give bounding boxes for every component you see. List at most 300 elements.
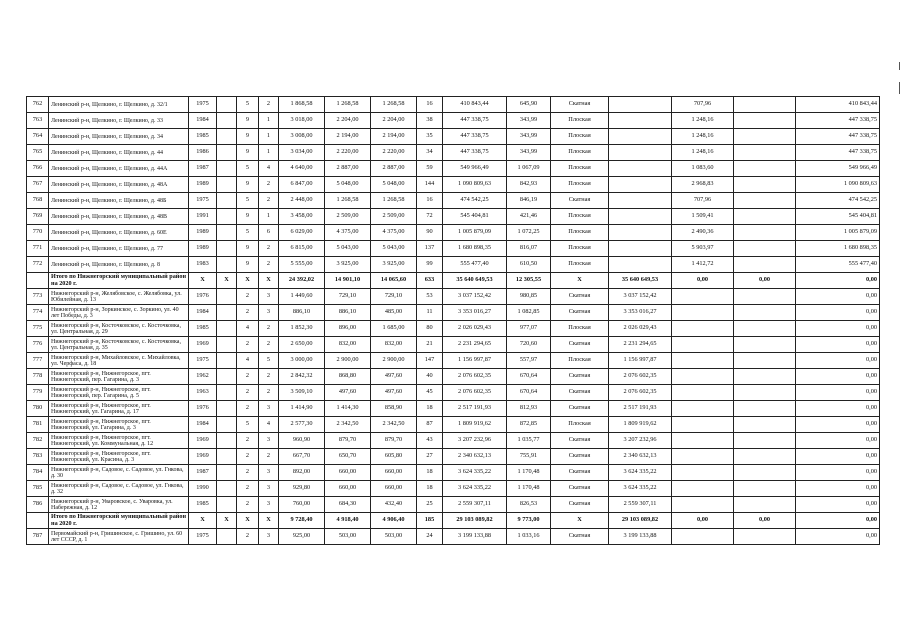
cell-area: 3 509,10 [279, 385, 325, 401]
cell-addr: Нижнегорский р-н, Нижнегорское, пгт. Нижнегорский, ул. Красина, д. 3 [49, 449, 189, 465]
cell-unit: 343,99 [507, 145, 551, 161]
cell-res: 27 [417, 449, 443, 465]
cell-f3: 0,00 [734, 513, 796, 529]
cell-a3: 2 204,00 [371, 113, 417, 129]
cell-a3: 2 342,50 [371, 417, 417, 433]
cell-addr: Нижнегорский р-н, Косточковское, с. Косточковка, ул. Центральная, д. 29 [49, 321, 189, 337]
table-row [27, 113, 880, 129]
cell-a3: 858,90 [371, 401, 417, 417]
cell-roof: Скатная [551, 369, 609, 385]
cell-addr: Нижнегорский р-н, Желябовское, с. Желябовка, ул. Юбилейная, д. 13 [49, 289, 189, 305]
cell-n [27, 513, 49, 529]
cell-cost: 447 338,75 [443, 113, 507, 129]
cell-f2: 2 490,36 [672, 225, 734, 241]
cell-addr: Нижнегорский р-н, Зоркинское, с. Зоркино, ул. 40 лет Победы, д. 3 [49, 305, 189, 321]
cell-f4: 0,00 [796, 305, 880, 321]
cell-res: 185 [417, 513, 443, 529]
table-row [27, 385, 880, 401]
cell-a2: 729,10 [325, 289, 371, 305]
cell-cost: 2 559 307,11 [443, 497, 507, 513]
cell-f4: 555 477,40 [796, 257, 880, 273]
cell-f2 [672, 401, 734, 417]
cell-entr: 6 [259, 225, 279, 241]
cell-a3: 879,70 [371, 433, 417, 449]
cell-unit: 842,93 [507, 177, 551, 193]
cell-area: 2 448,00 [279, 193, 325, 209]
cell-n: 764 [27, 129, 49, 145]
cell-f4: 0,00 [796, 401, 880, 417]
cell-year: 1984 [189, 113, 217, 129]
cell-cost: 3 199 133,88 [443, 529, 507, 545]
cell-unit: 720,60 [507, 337, 551, 353]
cell-area: 2 842,32 [279, 369, 325, 385]
cell-f4: 0,00 [796, 497, 880, 513]
cell-c4 [217, 305, 237, 321]
cell-floors: 2 [237, 369, 259, 385]
cell-roof: Плоская [551, 177, 609, 193]
cell-a3: 497,60 [371, 369, 417, 385]
cell-f3 [734, 385, 796, 401]
cell-year: 1983 [189, 257, 217, 273]
cell-floors: 9 [237, 177, 259, 193]
cell-entr: X [259, 273, 279, 289]
cell-f4: 549 966,49 [796, 161, 880, 177]
cell-unit: 1 035,77 [507, 433, 551, 449]
cell-res: 38 [417, 113, 443, 129]
cell-cost: 2 026 029,43 [443, 321, 507, 337]
cell-unit: 1 170,48 [507, 465, 551, 481]
table-row [27, 193, 880, 209]
cell-addr: Нижнегорский р-н, Нижнегорское, пгт. Нижнегорский, ул. Гагарина, д. 3 [49, 417, 189, 433]
cell-area: 1 868,58 [279, 97, 325, 113]
cell-f4: 0,00 [796, 417, 880, 433]
cell-area: 5 555,00 [279, 257, 325, 273]
cell-a2: 1 268,58 [325, 193, 371, 209]
cell-f3 [734, 257, 796, 273]
cell-res: 43 [417, 433, 443, 449]
cell-n: 771 [27, 241, 49, 257]
cell-a2: 832,00 [325, 337, 371, 353]
cell-c4 [217, 385, 237, 401]
cell-f4: 545 404,81 [796, 209, 880, 225]
table-row [27, 321, 880, 337]
cell-a2: 2 509,00 [325, 209, 371, 225]
cell-floors: X [237, 273, 259, 289]
cell-area: 886,10 [279, 305, 325, 321]
cell-floors: 2 [237, 385, 259, 401]
cell-area: 667,70 [279, 449, 325, 465]
cell-roof: Плоская [551, 129, 609, 145]
cell-c4 [217, 161, 237, 177]
cell-f2 [672, 449, 734, 465]
cell-area: 960,90 [279, 433, 325, 449]
cell-f4: 0,00 [796, 273, 880, 289]
cell-res: 633 [417, 273, 443, 289]
cell-unit: 755,91 [507, 449, 551, 465]
cell-a3: 485,00 [371, 305, 417, 321]
table-row [27, 225, 880, 241]
cell-f1 [609, 257, 672, 273]
cell-area: 1 414,90 [279, 401, 325, 417]
table-row [27, 369, 880, 385]
cell-f3 [734, 225, 796, 241]
cell-a3: 2 194,00 [371, 129, 417, 145]
cell-a2: 5 048,00 [325, 177, 371, 193]
cell-n: 784 [27, 465, 49, 481]
cell-f3 [734, 145, 796, 161]
cell-a2: 1 414,30 [325, 401, 371, 417]
table-row [27, 497, 880, 513]
cell-f4: 474 542,25 [796, 193, 880, 209]
cell-floors: 2 [237, 529, 259, 545]
cell-c4 [217, 241, 237, 257]
cell-addr: Нижнегорский р-н, Косточковское, с. Косточковка, ул. Центральная, д. 35 [49, 337, 189, 353]
cell-addr: Нижнегорский р-н, Михайловское, с. Михайловка, ул. Черфаса, д. 18 [49, 353, 189, 369]
cell-roof: Скатная [551, 337, 609, 353]
cell-f1 [609, 145, 672, 161]
cell-f3 [734, 449, 796, 465]
cell-entr: 2 [259, 449, 279, 465]
cell-entr: 3 [259, 289, 279, 305]
cell-f2: 1 412,72 [672, 257, 734, 273]
cell-n: 777 [27, 353, 49, 369]
cell-addr: Ленинский р-н, Щелкино, г. Щелкино, д. 44 [49, 145, 189, 161]
cell-entr: 2 [259, 177, 279, 193]
cell-res: 144 [417, 177, 443, 193]
cell-addr: Ленинский р-н, Щелкино, г. Щелкино, д. 32/1 [49, 97, 189, 113]
cell-f3 [734, 289, 796, 305]
cell-n: 778 [27, 369, 49, 385]
cell-n: 785 [27, 481, 49, 497]
cell-unit: 670,64 [507, 369, 551, 385]
cell-entr: 4 [259, 417, 279, 433]
cell-floors: 5 [237, 417, 259, 433]
cell-a2: 2 342,50 [325, 417, 371, 433]
cell-cost: 1 680 898,35 [443, 241, 507, 257]
cell-c4 [217, 129, 237, 145]
cell-cost: 2 076 602,35 [443, 369, 507, 385]
cell-f1 [609, 177, 672, 193]
cell-unit: 343,99 [507, 113, 551, 129]
cell-res: 25 [417, 497, 443, 513]
cell-cost: 2 076 602,35 [443, 385, 507, 401]
cell-entr: 2 [259, 97, 279, 113]
cell-c4 [217, 97, 237, 113]
cell-res: 53 [417, 289, 443, 305]
cell-addr: Ленинский р-н, Щелкино, г. Щелкино, д. 33 [49, 113, 189, 129]
cell-floors: 4 [237, 321, 259, 337]
cell-year: 1989 [189, 177, 217, 193]
cell-f2: 1 248,16 [672, 145, 734, 161]
cell-roof: X [551, 273, 609, 289]
cell-f2: 1 509,41 [672, 209, 734, 225]
cell-year: 1976 [189, 289, 217, 305]
table-row [27, 337, 880, 353]
cell-f4: 0,00 [796, 465, 880, 481]
table-row [27, 177, 880, 193]
cell-entr: 3 [259, 497, 279, 513]
cell-c4 [217, 449, 237, 465]
cell-cost: 3 624 335,22 [443, 481, 507, 497]
cell-f2 [672, 337, 734, 353]
cell-a2: 14 901,10 [325, 273, 371, 289]
cell-floors: X [237, 513, 259, 529]
cell-f3 [734, 497, 796, 513]
cell-year: 1984 [189, 305, 217, 321]
cell-area: 929,80 [279, 481, 325, 497]
cell-addr: Ленинский р-н, Щелкино, г. Щелкино, д. 44А [49, 161, 189, 177]
cell-floors: 2 [237, 481, 259, 497]
cell-year: 1987 [189, 465, 217, 481]
cell-unit: 645,90 [507, 97, 551, 113]
cell-area: 892,00 [279, 465, 325, 481]
cell-entr: 3 [259, 305, 279, 321]
cell-f1 [609, 129, 672, 145]
cell-floors: 2 [237, 465, 259, 481]
cell-n [27, 273, 49, 289]
cell-c4 [217, 497, 237, 513]
cell-unit: 12 305,55 [507, 273, 551, 289]
cell-year: 1975 [189, 193, 217, 209]
cell-res: 59 [417, 161, 443, 177]
cell-cost: 3 353 016,27 [443, 305, 507, 321]
cell-res: 72 [417, 209, 443, 225]
housing-registry-table [26, 96, 880, 545]
cell-roof: Плоская [551, 145, 609, 161]
cell-cost: 3 624 335,22 [443, 465, 507, 481]
cell-addr: Нижнегорский р-н, Садовое, с. Садовое, ул. Гнкова, д. 32 [49, 481, 189, 497]
table-row [27, 433, 880, 449]
cell-f2: 2 968,83 [672, 177, 734, 193]
cell-roof: Плоская [551, 241, 609, 257]
cell-floors: 2 [237, 497, 259, 513]
cell-f3 [734, 401, 796, 417]
cell-entr: 2 [259, 193, 279, 209]
cell-cost: 3 207 232,96 [443, 433, 507, 449]
cell-n: 786 [27, 497, 49, 513]
cell-f4: 410 843,44 [796, 97, 880, 113]
cell-c4: X [217, 513, 237, 529]
cell-floors: 9 [237, 209, 259, 225]
cell-a3: 1 685,00 [371, 321, 417, 337]
cell-unit: 9 773,00 [507, 513, 551, 529]
cell-roof: Скатная [551, 529, 609, 545]
cell-year: 1976 [189, 401, 217, 417]
cell-f2 [672, 369, 734, 385]
cell-year: 1963 [189, 385, 217, 401]
cell-f1 [609, 97, 672, 113]
cell-addr: Нижнегорский р-н, Уваровское, с. Уваровка, ул. Набережная, д. 12 [49, 497, 189, 513]
cell-unit: 1 072,25 [507, 225, 551, 241]
cell-unit: 980,85 [507, 289, 551, 305]
table-row [27, 417, 880, 433]
cell-n: 768 [27, 193, 49, 209]
cell-res: 21 [417, 337, 443, 353]
cell-floors: 2 [237, 289, 259, 305]
cell-n: 780 [27, 401, 49, 417]
cell-entr: 2 [259, 385, 279, 401]
cell-addr: Итого по Нижнегорский муниципальный район на 2020 г. [49, 273, 189, 289]
cell-a2: 879,70 [325, 433, 371, 449]
cell-f3 [734, 337, 796, 353]
cell-entr: 5 [259, 353, 279, 369]
cell-roof: Плоская [551, 161, 609, 177]
cell-f1: 2 231 294,65 [609, 337, 672, 353]
cell-addr: Ленинский р-н, Щелкино, г. Щелкино, д. 8 [49, 257, 189, 273]
cell-f3 [734, 209, 796, 225]
cell-c4 [217, 257, 237, 273]
table-row [27, 481, 880, 497]
cell-c4 [217, 417, 237, 433]
cell-f1: 2 026 029,43 [609, 321, 672, 337]
cell-a2: 868,80 [325, 369, 371, 385]
cell-a2: 3 925,00 [325, 257, 371, 273]
table-row [27, 449, 880, 465]
cell-res: 87 [417, 417, 443, 433]
registry-sheet [26, 96, 880, 545]
cell-f2: 1 248,16 [672, 113, 734, 129]
cell-a2: 660,00 [325, 465, 371, 481]
cell-res: 34 [417, 145, 443, 161]
cell-f4: 0,00 [796, 321, 880, 337]
cell-f3 [734, 193, 796, 209]
cell-area: 4 640,00 [279, 161, 325, 177]
cell-f1 [609, 113, 672, 129]
cell-entr: 3 [259, 401, 279, 417]
cell-f1: 3 199 133,88 [609, 529, 672, 545]
cell-area: 9 728,40 [279, 513, 325, 529]
cell-a3: 503,00 [371, 529, 417, 545]
cell-entr: 3 [259, 433, 279, 449]
cell-f1: 1 809 919,62 [609, 417, 672, 433]
cell-a2: 684,30 [325, 497, 371, 513]
cell-unit: 1 082,85 [507, 305, 551, 321]
cell-entr: 3 [259, 481, 279, 497]
cell-floors: 5 [237, 193, 259, 209]
cell-year: 1975 [189, 529, 217, 545]
cell-a2: 4 375,00 [325, 225, 371, 241]
table-row [27, 145, 880, 161]
cell-year: 1990 [189, 481, 217, 497]
cell-a3: 4 906,40 [371, 513, 417, 529]
cell-f1: 29 103 089,82 [609, 513, 672, 529]
cell-f1 [609, 193, 672, 209]
cell-roof: Скатная [551, 385, 609, 401]
cell-cost: 447 338,75 [443, 145, 507, 161]
cell-a3: 4 375,00 [371, 225, 417, 241]
cell-floors: 9 [237, 129, 259, 145]
cell-a2: 650,70 [325, 449, 371, 465]
cell-f1: 2 076 602,35 [609, 385, 672, 401]
table-row [27, 209, 880, 225]
cell-cost: 1 156 997,87 [443, 353, 507, 369]
cell-f3 [734, 353, 796, 369]
cell-floors: 2 [237, 401, 259, 417]
cell-n: 766 [27, 161, 49, 177]
cell-f3 [734, 97, 796, 113]
cell-addr: Нижнегорский р-н, Садовое, с. Садовое, ул. Гнкова, д. 30 [49, 465, 189, 481]
cell-a3: 497,60 [371, 385, 417, 401]
cell-roof: X [551, 513, 609, 529]
cell-a2: 5 043,00 [325, 241, 371, 257]
cell-f2 [672, 465, 734, 481]
cell-entr: 2 [259, 337, 279, 353]
cell-area: 2 577,30 [279, 417, 325, 433]
cell-floors: 5 [237, 225, 259, 241]
cell-a3: 729,10 [371, 289, 417, 305]
cell-roof: Скатная [551, 401, 609, 417]
cell-year: 1987 [189, 161, 217, 177]
cell-a2: 886,10 [325, 305, 371, 321]
cell-a3: 2 509,00 [371, 209, 417, 225]
cell-unit: 846,19 [507, 193, 551, 209]
table-row [27, 129, 880, 145]
cell-floors: 2 [237, 433, 259, 449]
cell-c4: X [217, 273, 237, 289]
cell-f4: 1 680 898,35 [796, 241, 880, 257]
cell-a2: 4 918,40 [325, 513, 371, 529]
cell-area: 6 029,00 [279, 225, 325, 241]
cell-f1: 3 624 335,22 [609, 465, 672, 481]
cell-res: 16 [417, 97, 443, 113]
cell-f4: 0,00 [796, 481, 880, 497]
cell-f1: 2 559 307,11 [609, 497, 672, 513]
table-row [27, 529, 880, 545]
cell-f3 [734, 177, 796, 193]
cell-entr: X [259, 513, 279, 529]
cell-roof: Скатная [551, 193, 609, 209]
cell-n: 769 [27, 209, 49, 225]
cell-f1: 2 076 602,35 [609, 369, 672, 385]
cell-roof: Скатная [551, 289, 609, 305]
cell-f1 [609, 209, 672, 225]
cell-area: 760,00 [279, 497, 325, 513]
cell-c4 [217, 465, 237, 481]
cell-c4 [217, 145, 237, 161]
cell-f4: 0,00 [796, 353, 880, 369]
cell-area: 3 458,00 [279, 209, 325, 225]
cell-f2 [672, 321, 734, 337]
cell-a2: 2 204,00 [325, 113, 371, 129]
cell-year: X [189, 513, 217, 529]
cell-entr: 1 [259, 145, 279, 161]
cell-a3: 2 887,00 [371, 161, 417, 177]
cell-area: 1 449,60 [279, 289, 325, 305]
cell-f1: 2 340 632,13 [609, 449, 672, 465]
cell-a3: 660,00 [371, 481, 417, 497]
cell-unit: 670,64 [507, 385, 551, 401]
cell-f2: 1 248,16 [672, 129, 734, 145]
cell-area: 24 392,02 [279, 273, 325, 289]
cell-c4 [217, 209, 237, 225]
cell-addr: Ленинский р-н, Щелкино, г. Щелкино, д. 48В [49, 209, 189, 225]
cell-a3: 14 065,60 [371, 273, 417, 289]
cell-res: 90 [417, 225, 443, 241]
cell-f4: 0,00 [796, 289, 880, 305]
cell-f1: 3 353 016,27 [609, 305, 672, 321]
cell-year: 1962 [189, 369, 217, 385]
cell-c4 [217, 193, 237, 209]
cell-c4 [217, 529, 237, 545]
cell-unit: 872,85 [507, 417, 551, 433]
cell-addr: Ленинский р-н, Щелкино, г. Щелкино, д. 48Б [49, 193, 189, 209]
cell-floors: 4 [237, 353, 259, 369]
cell-unit: 1 033,16 [507, 529, 551, 545]
cell-a2: 503,00 [325, 529, 371, 545]
cell-entr: 2 [259, 321, 279, 337]
cell-res: 99 [417, 257, 443, 273]
cell-f1 [609, 241, 672, 257]
